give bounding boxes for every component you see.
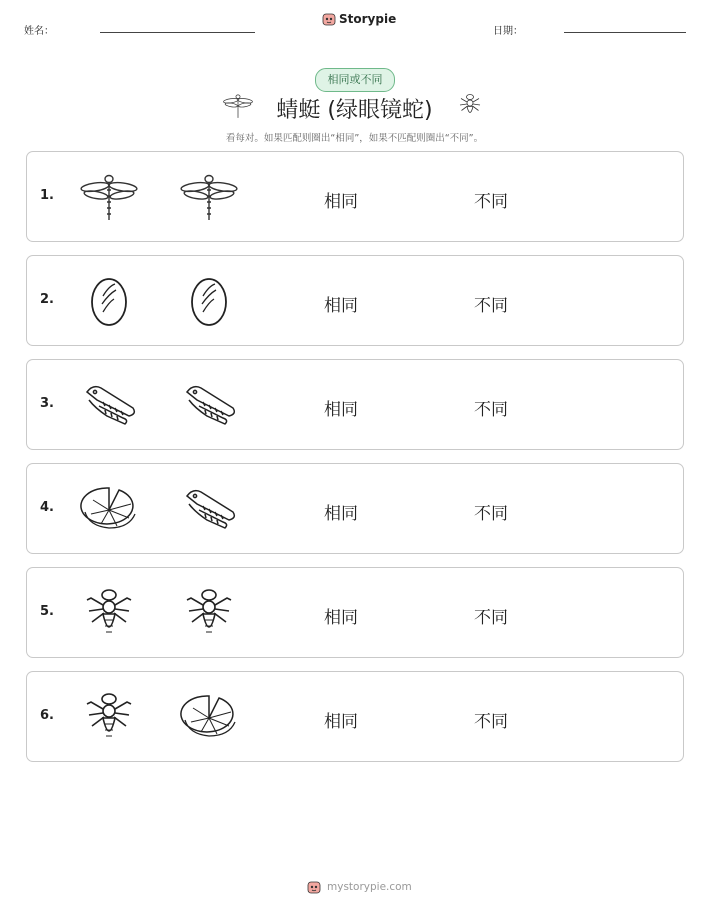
question-row <box>26 463 684 554</box>
same-option[interactable]: 相同 <box>324 400 358 420</box>
dragonfly-icon <box>179 170 239 224</box>
nymph-icon <box>79 586 139 640</box>
different-option[interactable]: 不同 <box>474 296 508 316</box>
name-label: 姓名： <box>24 26 54 37</box>
footer <box>307 880 412 894</box>
instructions: 看每对。如果匹配则圈出“相同”，如果不匹配则圈出“不同”。 <box>225 133 484 144</box>
question-row <box>26 359 684 450</box>
different-option[interactable]: 不同 <box>474 504 508 524</box>
storypie-mascot-icon <box>307 880 321 894</box>
question-number: 5. <box>40 604 54 619</box>
egg-icon <box>179 274 239 328</box>
nymph-title-icon <box>455 90 485 122</box>
jaw-icon <box>179 482 239 536</box>
question-row <box>26 671 684 762</box>
worksheet-title: 蜻蜓 (绿眼镜蛇) <box>276 98 433 123</box>
question-row <box>26 151 684 242</box>
date-label: 日期： <box>493 26 523 37</box>
question-number: 4. <box>40 500 54 515</box>
same-option[interactable]: 相同 <box>324 296 358 316</box>
name-field-line[interactable] <box>100 32 255 33</box>
brand-name: Storypie <box>339 12 397 26</box>
date-field-line[interactable] <box>564 32 686 33</box>
lily-pad-icon <box>179 690 239 744</box>
egg-icon <box>79 274 139 328</box>
lily-pad-icon <box>79 482 139 536</box>
different-option[interactable]: 不同 <box>474 712 508 732</box>
question-number: 6. <box>40 708 54 723</box>
different-option[interactable]: 不同 <box>474 192 508 212</box>
question-row <box>26 567 684 658</box>
same-option[interactable]: 相同 <box>324 712 358 732</box>
nymph-icon <box>179 586 239 640</box>
same-option[interactable]: 相同 <box>324 504 358 524</box>
nymph-icon <box>79 690 139 744</box>
dragonfly-icon <box>79 170 139 224</box>
jaw-icon <box>179 378 239 432</box>
footer-url: mystorypie.com <box>327 881 412 893</box>
same-option[interactable]: 相同 <box>324 608 358 628</box>
question-number: 3. <box>40 396 54 411</box>
jaw-icon <box>79 378 139 432</box>
question-row <box>26 255 684 346</box>
storypie-mascot-icon <box>322 12 336 26</box>
different-option[interactable]: 不同 <box>474 400 508 420</box>
question-number: 2. <box>40 292 54 307</box>
different-option[interactable]: 不同 <box>474 608 508 628</box>
worksheet-type-badge: 相同或不同 <box>315 68 395 92</box>
same-option[interactable]: 相同 <box>324 192 358 212</box>
question-number: 1. <box>40 188 54 203</box>
brand-logo <box>322 12 396 26</box>
